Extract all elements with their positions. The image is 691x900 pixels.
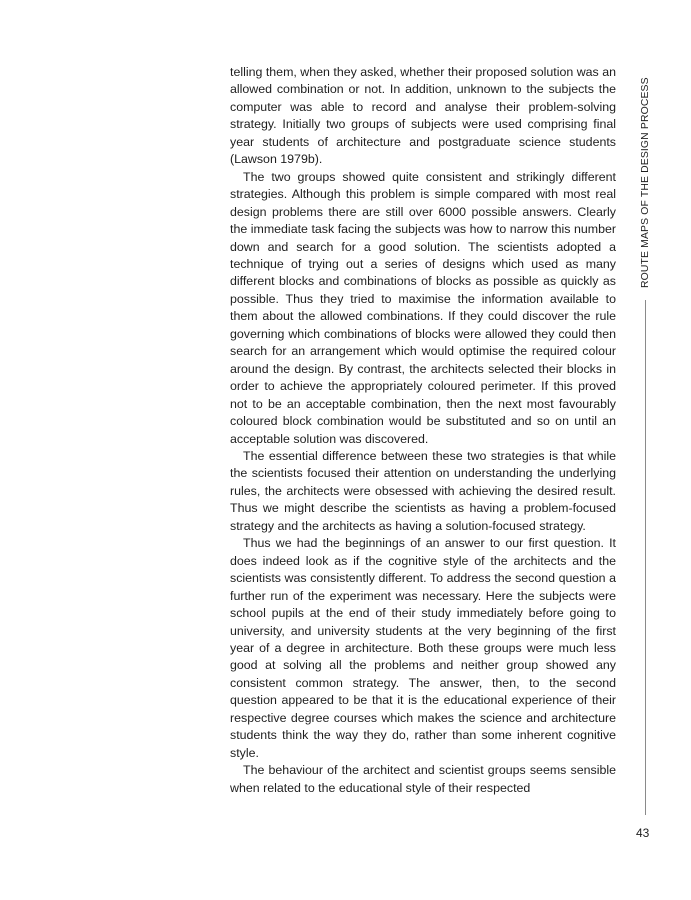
body-text (230, 64, 616, 797)
paragraph-essential-difference: The essential difference between these two strategies is that while the scientists focused their attention on understanding the underlying rules, the architects were obsessed with achieving the desired result. Thus we might describe the scientists as having a problem-focused strategy and the architects as having a solution-focused strategy. (230, 448, 616, 533)
running-head-text: ROUTE MAPS OF THE DESIGN PROCESS (640, 77, 651, 288)
margin-rule (645, 300, 646, 815)
paragraph-strategies: The two groups showed quite consistent and strikingly different strategies. Although this problem is simple compared with most real design problems there are still over 6000 possible answers. Clearly the immediate task facing the subjects was how to narrow this number down and search for a good solution. The scientists adopted a technique of trying out a series of designs which used as many different blocks and combinations of blocks as possible as quickly as possible. Thus they tried to maximise the information available to them about the allowed combinations. If they could discover the rule governing which combinations of blocks were allowed they could then search for an arrangement which would optimise the required colour around the design. By contrast, the architects selected their blocks in order to achieve the appropriately coloured perimeter. If this proved not to be an acceptable combination, then the next most favourably coloured block combination would be substituted and so on until an acceptable solution was discovered. (230, 169, 616, 446)
paragraph-first-question: Thus we had the beginnings of an answer to our first question. It does indeed look as if the cognitive style of the architects and the scientists was consistently different. To address the second question a further run of the experiment was necessary. Here the subjects were school pupils at the end of their study immediately before going to university, and university students at the very beginning of the first year of a degree in architecture. Both these groups were much less good at solving all the problems and neither group showed any consistent common strategy. The answer, then, to the second question appeared to be that it is the educational experience of their respective degree courses which makes the science and architecture students think the way they do, rather than some inherent cognitive style. (230, 536, 616, 760)
paragraph-behaviour: The behaviour of the architect and scientist groups seems sensible when related to the educational style of their respected (230, 763, 616, 795)
running-head (638, 66, 654, 288)
paragraph-continuation: telling them, when they asked, whether their proposed solution was an allowed combination or not. In addition, unknown to the subjects the computer was able to record and analyse their problem-solving strategy. Initially two groups of subjects were used comprising final year students of architecture and postgraduate science students (Lawson 1979b). (230, 65, 616, 167)
page-number: 43 (636, 826, 650, 840)
